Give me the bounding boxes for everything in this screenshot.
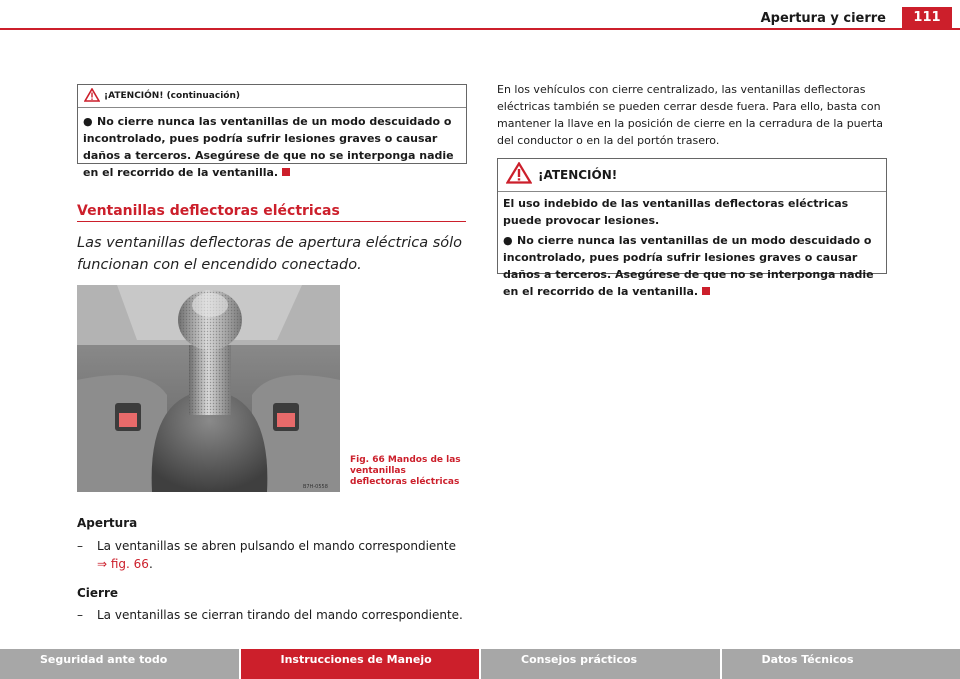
dash-icon: – [77, 608, 83, 622]
warning-triangle-icon [506, 162, 532, 188]
warning-body [78, 108, 466, 185]
right-paragraph: En los vehículos con cierre centralizado, las ventanillas deflectoras eléctricas también se pueden cerrar desde fuera. Para ello, basta con mantener la llave en la posición de cierre en la cerradura de la puerta del conductor o en la del portón trasero. [497, 83, 883, 147]
section-rule [77, 221, 466, 222]
gear-shift-photo [77, 285, 340, 492]
warning-header [78, 85, 466, 108]
section-intro: Las ventanillas deflectoras de apertura eléctrica sólo funcionan con el encendido conectado. [77, 235, 463, 273]
warning-body [498, 192, 886, 304]
warning-box-main [497, 158, 887, 298]
warning-title: ¡ATENCIÓN! (continuación) [104, 91, 241, 101]
dash-icon: – [77, 539, 83, 553]
red-square-icon [702, 287, 710, 295]
figure-reference-link[interactable]: ⇒ fig. 66 [97, 557, 149, 571]
footer-tab-seguridad[interactable]: Seguridad ante todo [0, 649, 241, 679]
section-title: Ventanillas deflectoras eléctricas [77, 203, 340, 219]
footer-tab-instrucciones[interactable]: Instrucciones de Manejo [241, 649, 482, 679]
warning-bullet-paragraph [83, 113, 461, 181]
warning-bullet-text: No cierre nunca las ventanillas de un modo descuidado o incontrolado, pues podría sufrir lesiones graves o causar daños a terceros. Asegúrese de que no se interponga nadie en el recorrido de la ventanilla. [503, 234, 874, 298]
page-header-title: Apertura y cierre [760, 11, 886, 26]
warning-bullet-paragraph [503, 232, 881, 300]
apertura-item [77, 537, 467, 573]
cierre-text: La ventanillas se cierran tirando del mando correspondiente. [97, 608, 463, 622]
cierre-item [77, 606, 467, 624]
header-rule [0, 28, 960, 30]
cierre-heading: Cierre [77, 586, 119, 600]
apertura-text: La ventanillas se abren pulsando el mando correspondiente [97, 539, 456, 553]
warning-bullet-text: No cierre nunca las ventanillas de un modo descuidado o incontrolado, pues podría sufrir lesiones graves o causar daños a terceros. Asegúrese de que no se interponga nadie en el recorrido de la ventanilla. [83, 115, 454, 179]
bullet-icon: ● [83, 115, 93, 128]
warning-title: ¡ATENCIÓN! [538, 168, 618, 182]
red-square-icon [282, 168, 290, 176]
warning-box-continued [77, 84, 467, 179]
footer-nav [0, 649, 960, 679]
apertura-text-block [97, 537, 467, 573]
figure-caption: Fig. 66 Mandos de las ventanillas deflectoras eléctricas [350, 455, 461, 487]
warning-triangle-icon [84, 87, 100, 106]
apertura-heading: Apertura [77, 516, 138, 530]
figure-code: B7H-0558 [303, 484, 328, 490]
warning-text: El uso indebido de las ventanillas deflectoras eléctricas puede provocar lesiones. [503, 197, 849, 227]
apertura-text-end: . [148, 557, 153, 571]
warning-header [498, 159, 886, 192]
footer-tab-consejos[interactable]: Consejos prácticos [481, 649, 722, 679]
page-number: 111 [902, 7, 952, 29]
bullet-icon: ● [503, 234, 513, 247]
footer-tab-datos[interactable]: Datos Técnicos [722, 649, 960, 679]
